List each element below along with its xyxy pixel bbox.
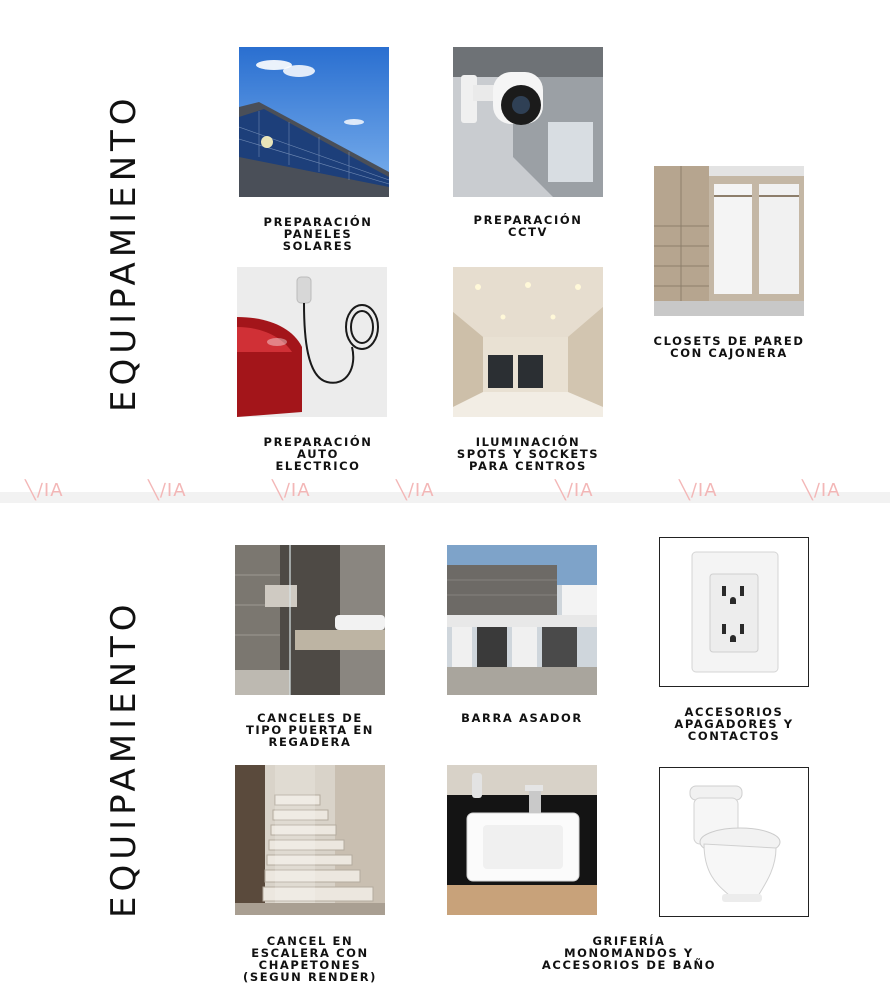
caption-cctv: PREPARACIÓN CCTV bbox=[473, 213, 583, 239]
sink-faucet-image bbox=[447, 765, 597, 915]
page-title: EQUIPAMIENTO bbox=[104, 93, 144, 412]
caption-sink-faucet: GRIFERÍA MONOMANDOS Y ACCESORIOS DE BAÑO bbox=[541, 934, 717, 972]
watermark: ╲∕IA bbox=[555, 480, 594, 501]
toilet-image bbox=[659, 767, 809, 917]
watermark: ╲∕IA bbox=[25, 480, 64, 501]
solar-panels-image bbox=[239, 47, 389, 197]
caption-lighting: ILUMINACIÓN SPOTS Y SOCKETS PARA CENTROS bbox=[456, 435, 600, 473]
watermark: ╲∕IA bbox=[679, 480, 718, 501]
caption-grill-bar: BARRA ASADOR bbox=[461, 711, 583, 725]
ev-charger-image bbox=[237, 267, 387, 417]
lighting-room-image bbox=[453, 267, 603, 417]
caption-ev-charger: PREPARACIÓN AUTO ELECTRICO bbox=[263, 435, 373, 473]
caption-staircase: CANCEL EN ESCALERA CON CHAPETONES (SEGUN RENDER) bbox=[242, 934, 378, 984]
watermark: ╲∕IA bbox=[148, 480, 187, 501]
watermark: ╲∕IA bbox=[272, 480, 311, 501]
wall-outlet-image bbox=[659, 537, 809, 687]
page-title: EQUIPAMIENTO bbox=[104, 599, 144, 918]
shower-door-image bbox=[235, 545, 385, 695]
watermark: ╲∕IA bbox=[802, 480, 841, 501]
page-divider bbox=[0, 492, 890, 503]
caption-shower-door: CANCELES DE TIPO PUERTA EN REGADERA bbox=[245, 711, 375, 749]
watermark: ╲∕IA bbox=[396, 480, 435, 501]
caption-wall-closet: CLOSETS DE PARED CON CAJONERA bbox=[653, 334, 805, 360]
caption-wall-outlet: ACCESORIOS APAGADORES Y CONTACTOS bbox=[674, 705, 794, 743]
wall-closet-image bbox=[654, 166, 804, 316]
cctv-camera-image bbox=[453, 47, 603, 197]
caption-solar-panels: PREPARACIÓN PANELES SOLARES bbox=[263, 215, 373, 253]
staircase-glass-image bbox=[235, 765, 385, 915]
brochure-page-2 bbox=[0, 503, 890, 999]
brochure-page-1 bbox=[0, 0, 890, 493]
grill-bar-image bbox=[447, 545, 597, 695]
